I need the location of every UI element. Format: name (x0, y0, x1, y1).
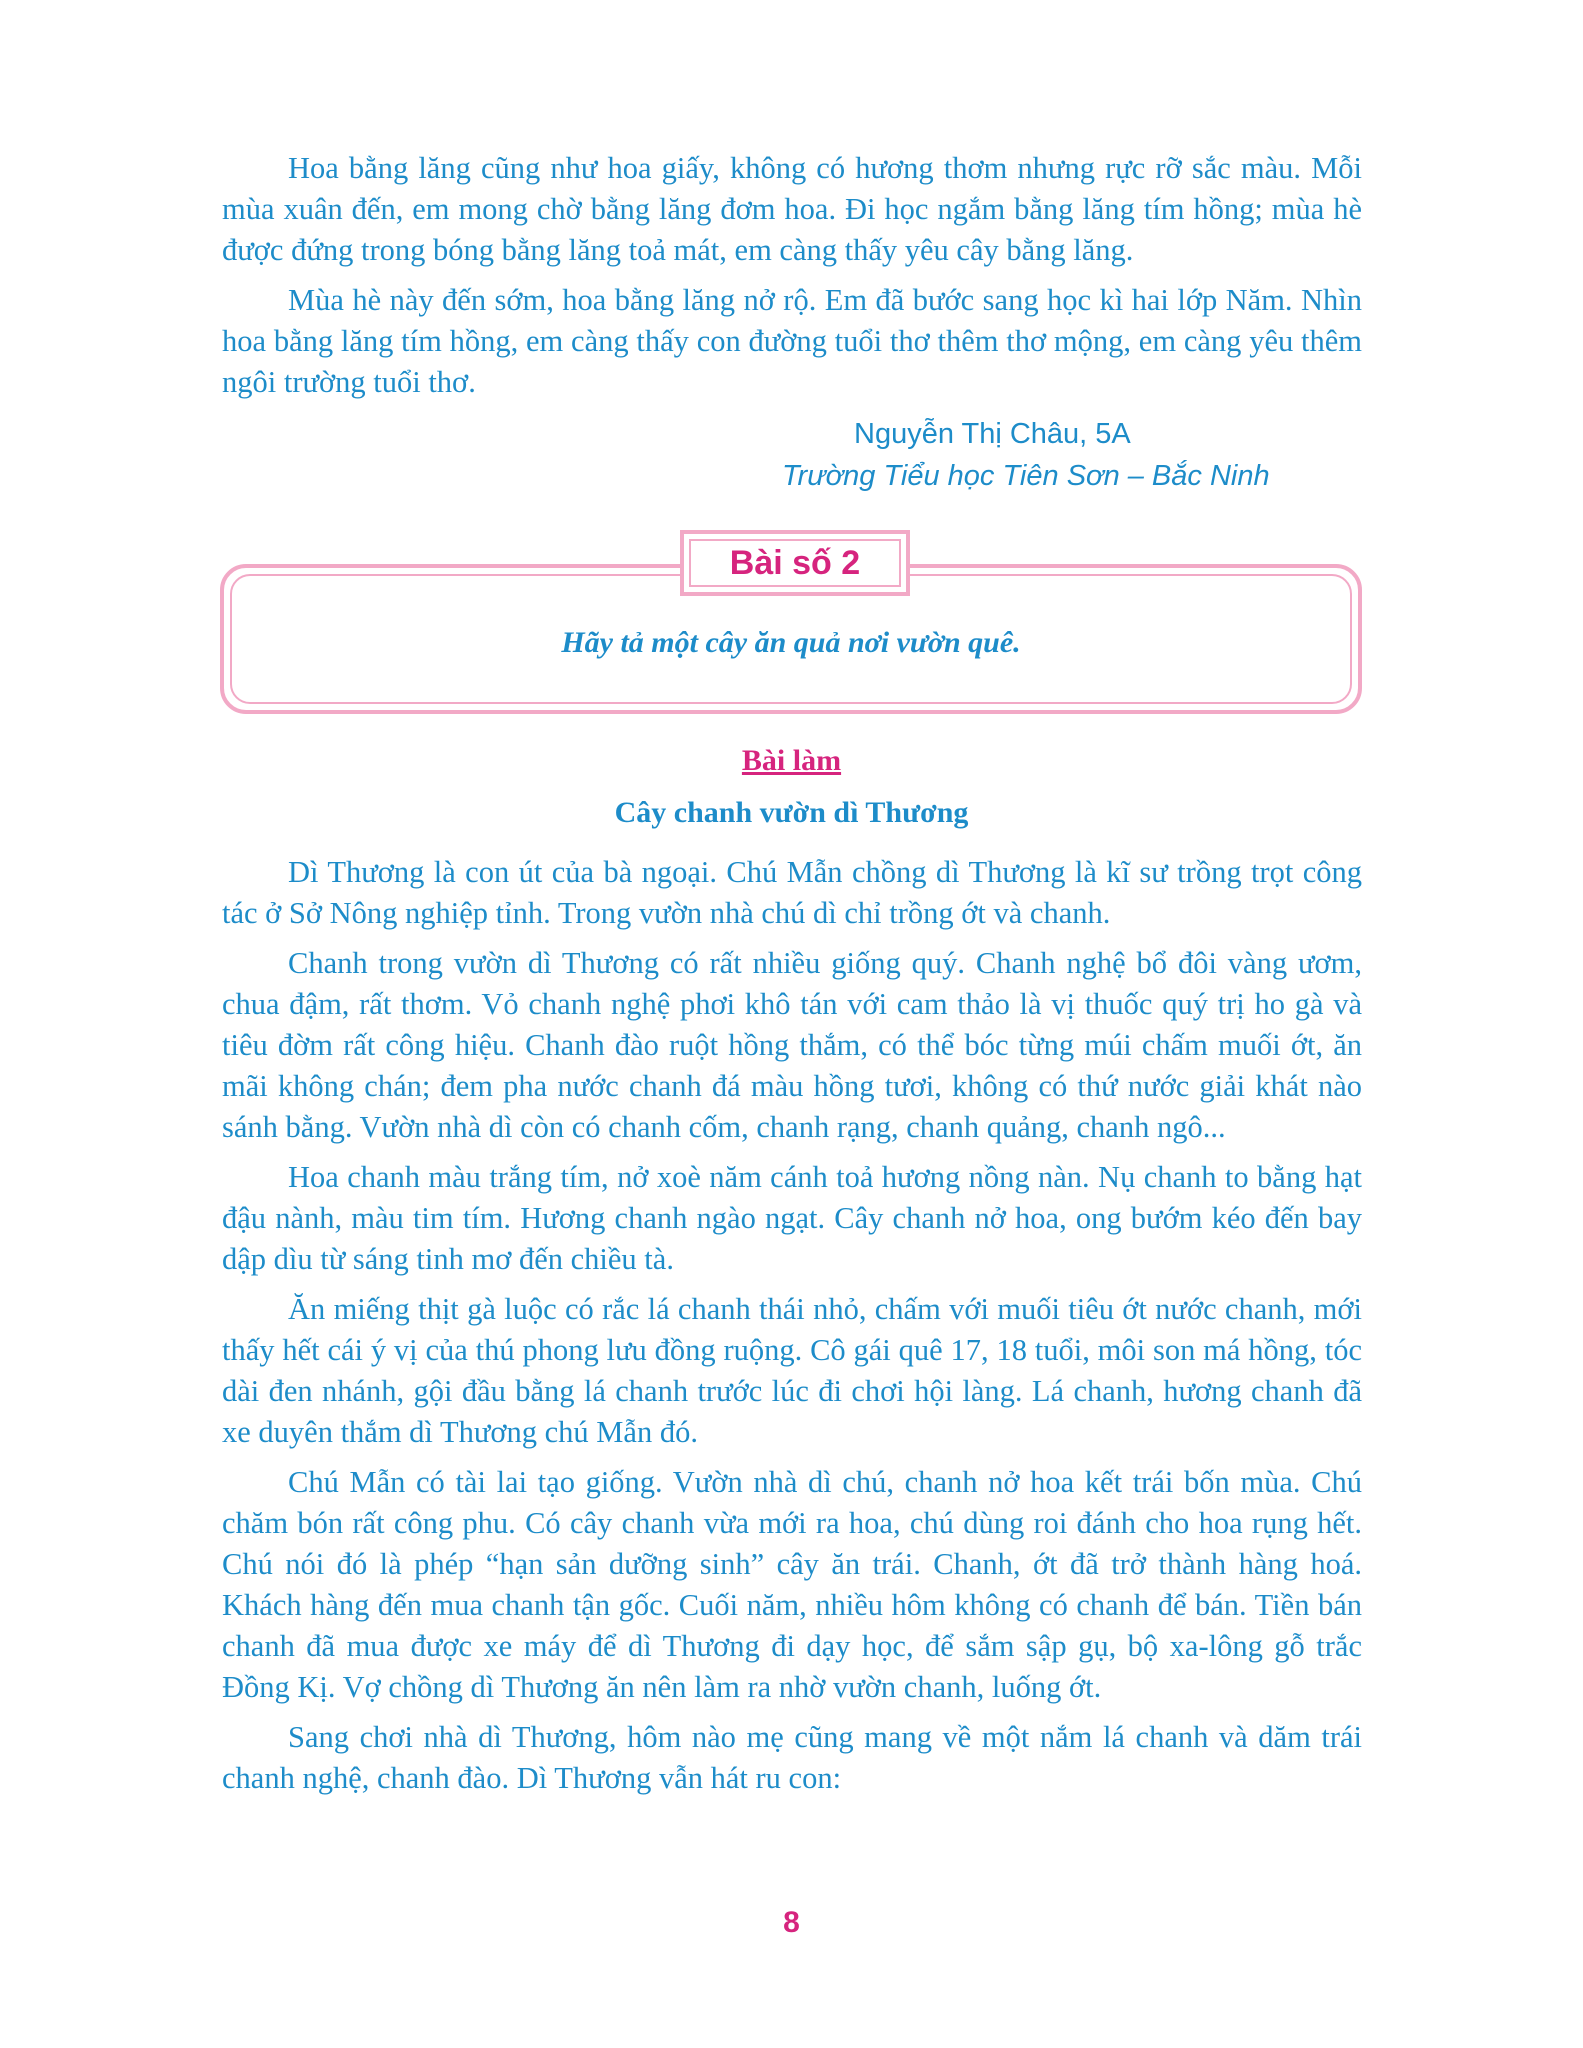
intro-paragraph-1: Hoa bằng lăng cũng như hoa giấy, không có hương thơm nhưng rực rỡ sắc màu. Mỗi mùa xuân đến, em mong chờ bằng lăng đơm hoa. Đi học ngắm bằng lăng tím hồng; mùa hè được đứng trong bóng bằng lăng toả mát, em càng thấy yêu cây bằng lăng. (222, 151, 1362, 267)
essay-body (222, 852, 1362, 1808)
author-name: Nguyễn Thị Châu, 5A (854, 418, 1131, 450)
task-title-tab (680, 530, 910, 596)
essay-paragraph-4: Ăn miếng thịt gà luộc có rắc lá chanh thái nhỏ, chấm với muối tiêu ớt nước chanh, mới thấy hết cái ý vị của thú phong lưu đồng ruộng. Cô gái quê 17, 18 tuổi, môi son má hồng, tóc dài đen nhánh, gội đầu bằng lá chanh trước lúc đi chơi hội làng. Lá chanh, hương chanh đã xe duyên thắm dì Thương chú Mẫn đó. (222, 1292, 1362, 1449)
essay-paragraph-5: Chú Mẫn có tài lai tạo giống. Vườn nhà dì chú, chanh nở hoa kết trái bốn mùa. Chú chăm bón rất công phu. Có cây chanh vừa mới ra hoa, chú dùng roi đánh cho hoa rụng hết. Chú nói đó là phép “hạn sản dưỡng sinh” cây ăn trái. Chanh, ớt đã trở thành hàng hoá. Khách hàng đến mua chanh tận gốc. Cuối năm, nhiều hôm không có chanh để bán. Tiền bán chanh đã mua được xe máy để dì Thương đi dạy học, để sắm sập gụ, bộ xa-lông gỗ trắc Đồng Kị. Vợ chồng dì Thương ăn nên làm ra nhờ vườn chanh, luống ớt. (222, 1465, 1362, 1704)
task-prompt: Hãy tả một cây ăn quả nơi vườn quê. (561, 626, 1021, 659)
essay-paragraph-3: Hoa chanh màu trắng tím, nở xoè năm cánh toả hương nồng nàn. Nụ chanh to bằng hạt đậu nành, màu tim tím. Hương chanh ngào ngạt. Cây chanh nở hoa, ong bướm kéo đến bay dập dìu từ sáng tinh mơ đến chiều tà. (222, 1160, 1362, 1276)
answer-heading: Bài làm (741, 744, 842, 777)
essay-paragraph-6: Sang chơi nhà dì Thương, hôm nào mẹ cũng mang về một nắm lá chanh và dăm trái chanh nghệ, chanh đào. Dì Thương vẫn hát ru con: (222, 1720, 1362, 1795)
intro-paragraph-2: Mùa hè này đến sớm, hoa bằng lăng nở rộ. Em đã bước sang học kì hai lớp Năm. Nhìn hoa bằng lăng tím hồng, em càng thấy con đường tuổi thơ thêm thơ mộng, em càng yêu thêm ngôi trường tuổi thơ. (222, 283, 1362, 399)
task-title: Bài số 2 (729, 543, 861, 582)
essay-paragraph-1: Dì Thương là con út của bà ngoại. Chú Mẫn chồng dì Thương là kĩ sư trồng trọt công tác ở Sở Nông nghiệp tỉnh. Trong vườn nhà chú dì chỉ trồng ớt và chanh. (222, 855, 1362, 930)
intro-text (222, 148, 1362, 412)
author-school: Trường Tiểu học Tiên Sơn – Bắc Ninh (782, 460, 1270, 492)
essay-paragraph-2: Chanh trong vườn dì Thương có rất nhiều giống quý. Chanh nghệ bổ đôi vàng ươm, chua đậm, rất thơm. Vỏ chanh nghệ phơi khô tán với cam thảo là vị thuốc quý trị ho gà và tiêu đờm rất công hiệu. Chanh đào ruột hồng thắm, có thể bóc từng múi chấm muối ớt, ăn mãi không chán; đem pha nước chanh đá màu hồng tươi, không có thứ nước giải khát nào sánh bằng. Vườn nhà dì còn có chanh cốm, chanh rạng, chanh quảng, chanh ngô... (222, 946, 1362, 1144)
essay-title: Cây chanh vườn dì Thương (614, 796, 969, 829)
page-number: 8 (783, 1906, 800, 1939)
